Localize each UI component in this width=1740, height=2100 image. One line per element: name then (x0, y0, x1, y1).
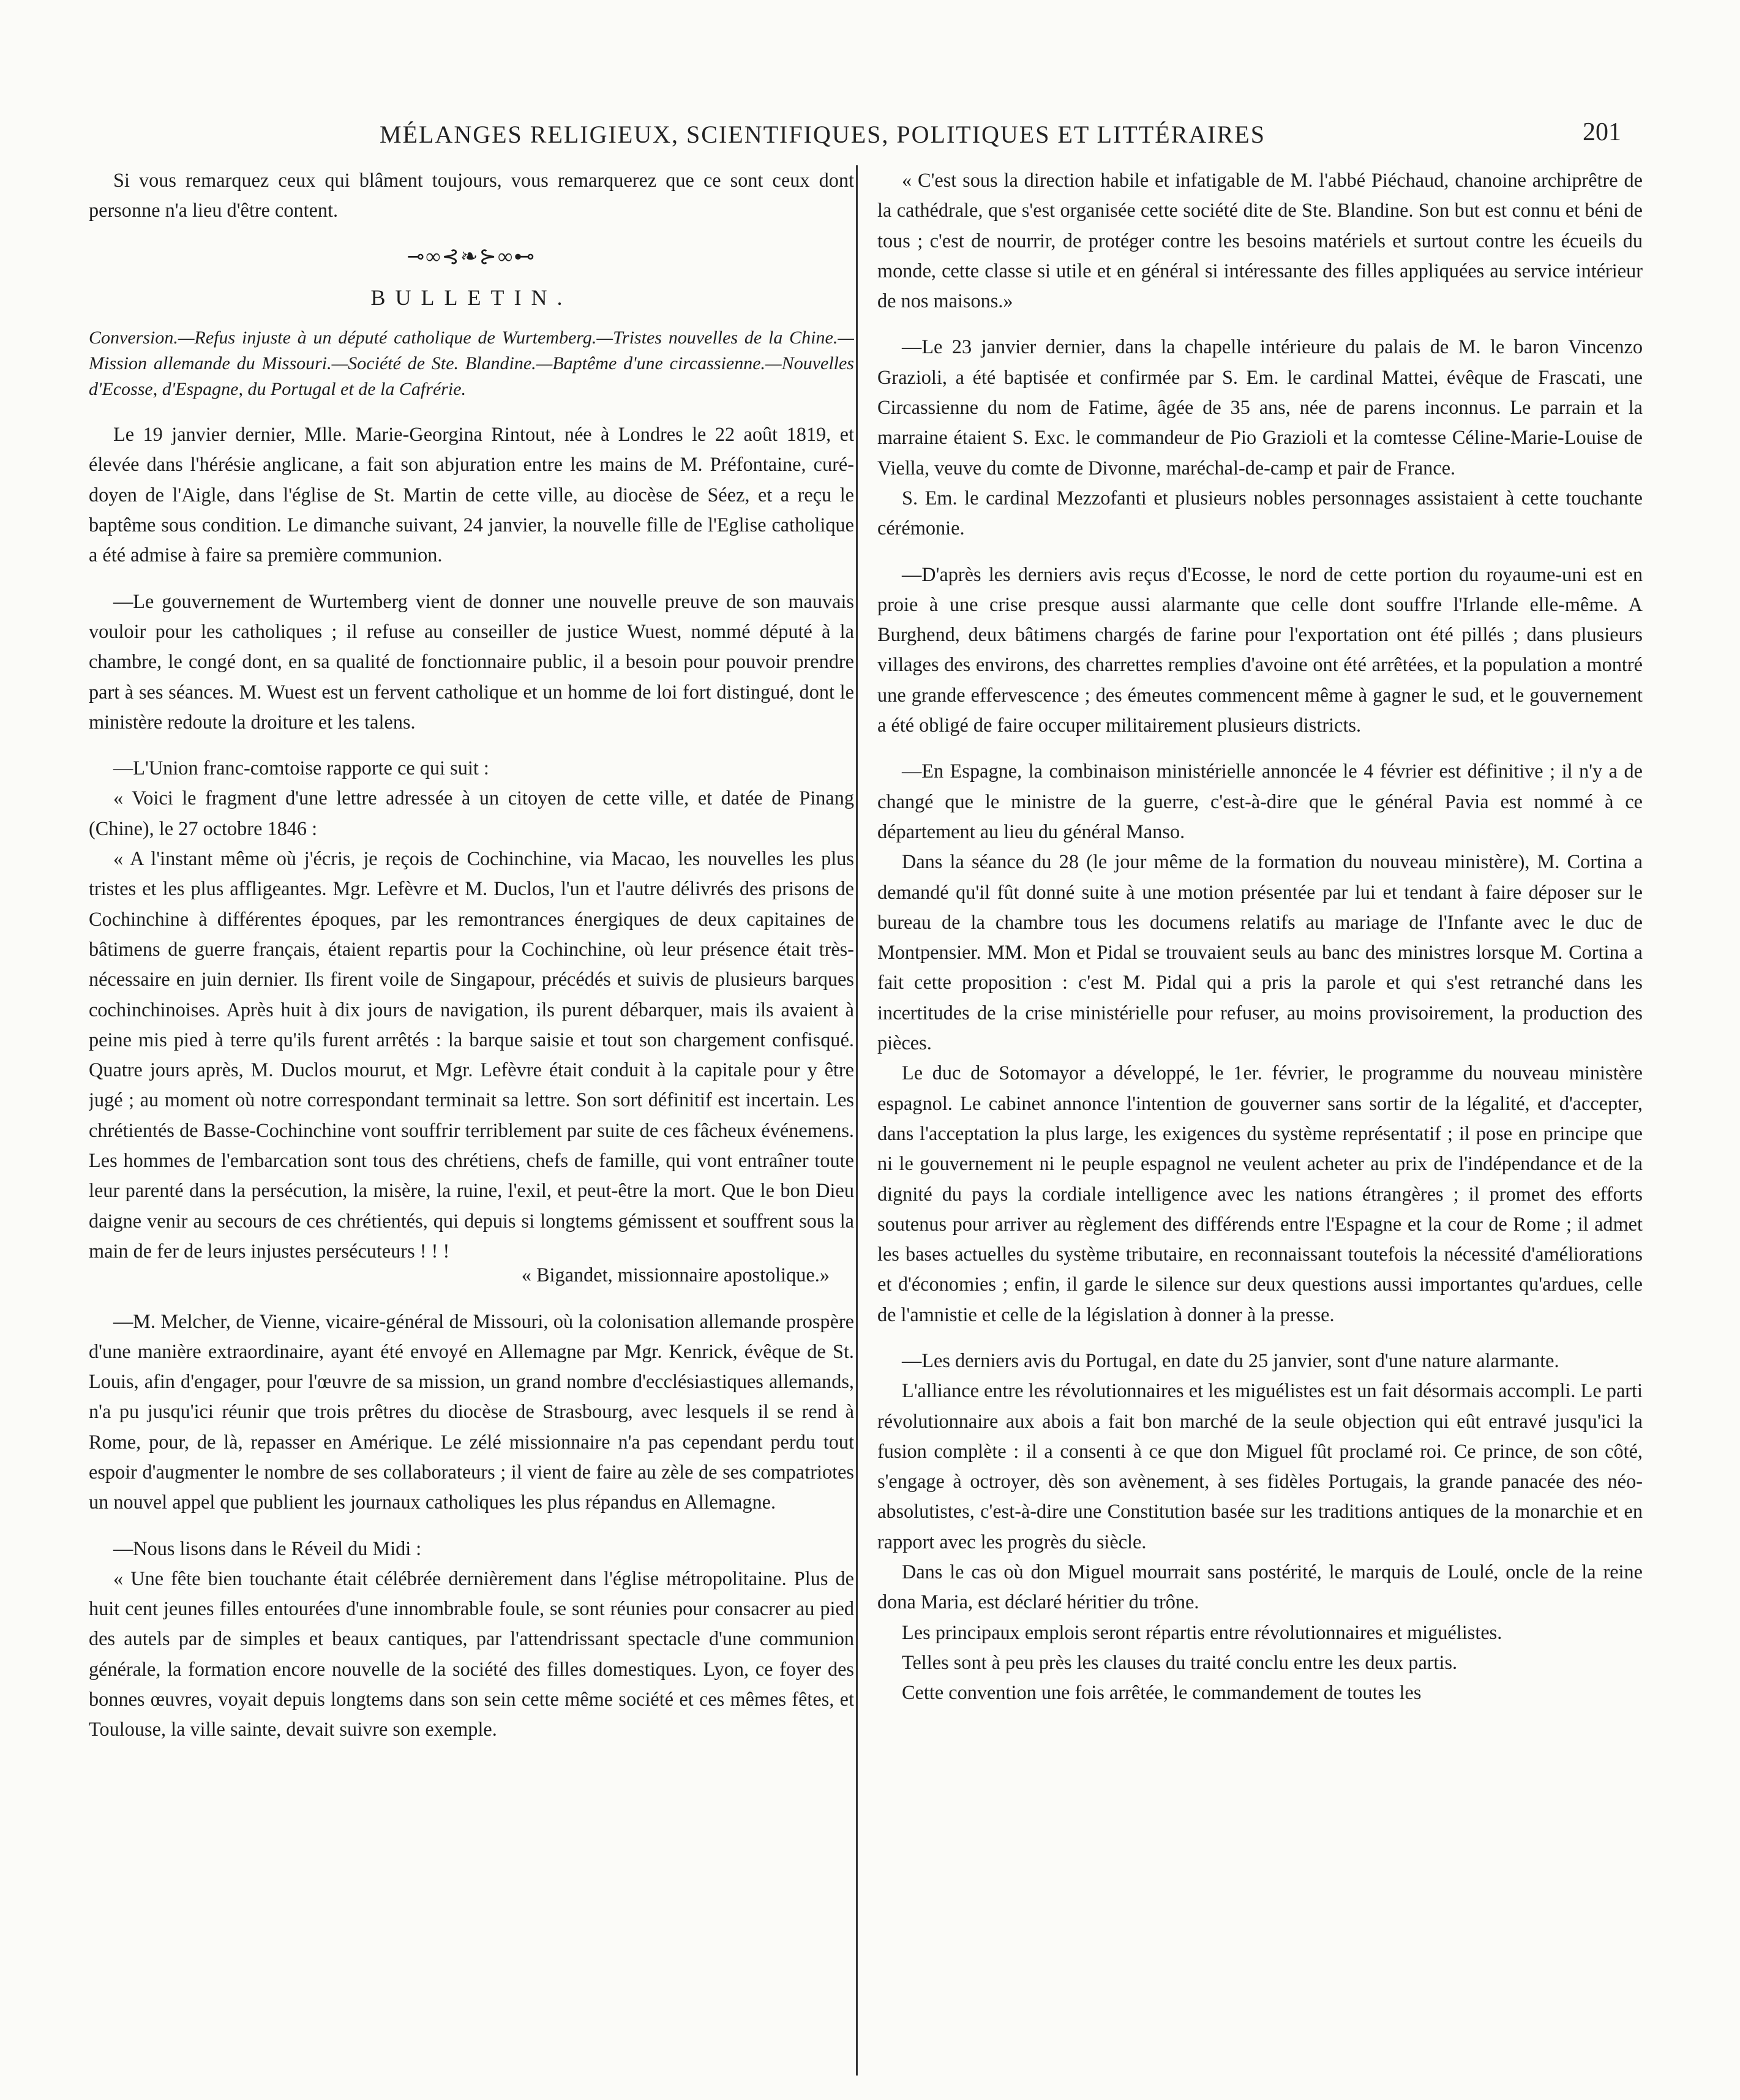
article-reveil-intro: —Nous lisons dans le Réveil du Midi : (113, 1537, 422, 1559)
running-title: MÉLANGES RELIGIEUX, SCIENTIFIQUES, POLITIQUES ET LITTÉRAIRES (380, 121, 1266, 148)
bulletin-heading: BULLETIN. (370, 285, 572, 310)
article-alliance: L'alliance entre les révolutionnaires et les miguélistes est un fait désormais accompli. Le parti révolutionnaire aux abois a fait bon marché de la seule objection qui eût entravé jusqu'ici la fusion complète : il a consenti à ce que don Miguel fût proclamé roi. Ce prince, de son côté, s'engage à octroyer, dès son avènement, à ses fidèles Portugais, la grande panacée des néo-absolutistes, c'est-à-dire une Constitution basée sur les traditions antiques de la monarchie et en rapport avec les progrès du siècle. (877, 1379, 1643, 1553)
article-mezzofanti: S. Em. le cardinal Mezzofanti et plusieurs nobles personnages assistaient à cette touchante cérémonie. (877, 486, 1643, 539)
right-column (877, 165, 1643, 2088)
article-circassienne: —Le 23 janvier dernier, dans la chapelle intérieure du palais de M. le baron Vincenzo Grazioli, a été baptisée et confirmée par S. Em. le cardinal Mattei, évêque de Frascati, une Circassienne du nom de Fatime, âgée de 35 ans, née de parens inconnus. Le parrain et la marraine étaient S. Exc. le commandeur de Pio Grazioli et la comtesse Céline-Marie-Louise de Viella, veuve du comte de Divonne, maréchal-de-camp et pair de France. (877, 336, 1643, 479)
intro-maxim: Si vous remarquez ceux qui blâment toujours, vous remarquerez que ce sont ceux dont personne n'a lieu d'être content. (89, 169, 854, 222)
article-sotomayor: Le duc de Sotomayor a développé, le 1er. février, le programme du nouveau ministère espagnol. Le cabinet annonce l'intention de gouverner sans sortir de la légalité, et d'accepter, dans l'acceptation la plus large, les exigences du système représentatif ; il pose en principe que ni le gouvernement ni le peuple espagnol ne veulent acheter au prix de l'indépendance et de la dignité du pays la cordiale intelligence avec les nations étrangères ; il promet des efforts soutenus pour arriver au règlement des différends entre l'Espagne et la cour de Rome ; il admet les bases actuelles du système tributaire, en reconnaissant toutefois la nécessité d'améliorations et d'économies ; enfin, il garde le silence sur deux questions aussi importantes qu'ardues, celle de l'amnistie et celle de la législation à donner à la presse. (877, 1062, 1643, 1326)
letter-signature: « Bigandet, missionnaire apostolique.» (521, 1264, 830, 1286)
left-column (89, 165, 854, 2088)
article-reveil-body: « Une fête bien touchante était célébrée dernièrement dans l'église métropolitaine. Plus de huit cent jeunes filles entourées d'une innombrable foule, se sont réunies pour consacrer au pied des autels par de simples et beaux cantiques, par l'attendrissant spectacle d'une communion générale, la formation encore nouvelle de la société des filles domestiques. Lyon, ce foyer des bonnes œuvres, voyait depuis longtems dans son sein cette même société et ces mêmes fêtes, et Toulouse, la ville sainte, devait suivre son exemple. (89, 1567, 854, 1741)
article-portugal: —Les derniers avis du Portugal, en date du 25 janvier, sont d'une nature alarmante. (902, 1349, 1559, 1371)
page-number: 201 (1583, 118, 1621, 146)
article-wurtemberg: —Le gouvernement de Wurtemberg vient de donner une nouvelle preuve de son mauvais vouloir pour les catholiques ; il refuse au conseiller de justice Wuest, nommé député à la chambre, le congé dont, en sa qualité de fonctionnaire public, il a besoin pour pouvoir prendre part à ses séances. M. Wuest est un fervent catholique et un homme de loi fort distingué, dont le ministère redoute la droiture et les talens. (89, 590, 854, 733)
article-traite: Telles sont à peu près les clauses du traité conclu entre les deux partis. (902, 1651, 1458, 1673)
bulletin-summary: Conversion.—Refus injuste à un député catholique de Wurtemberg.—Tristes nouvelles de la Chine.—Mission allemande du Missouri.—Société de Ste. Blandine.—Baptême d'une circassienne.—Nouvelles d'Ecosse, d'Espagne, du Portugal et de la Cafrérie. (89, 328, 854, 400)
article-conversion: Le 19 janvier dernier, Mlle. Marie-Georgina Rintout, née à Londres le 22 août 1819, et élevée dans l'hérésie anglicane, a fait son abjuration entre les mains de M. Préfontaine, curé-doyen de l'Aigle, dans l'église de St. Martin de cette ville, au diocèse de Séez, et a reçu le baptême sous condition. Le dimanche suivant, 24 janvier, la nouvelle fille de l'Eglise catholique a été admise à faire sa première communion. (89, 423, 854, 566)
article-blandine: « C'est sous la direction habile et infatigable de M. l'abbé Piéchaud, chanoine archiprêtre de la cathédrale, que s'est organisée cette société dite de Ste. Blandine. Son but est connu et béni de tous ; c'est de nourrir, de protéger contre les besoins matériels et surtout contre les écueils du monde, cette classe si utile et en général si intéressante des filles appliquées au service intérieur de nos maisons.» (877, 169, 1643, 312)
article-loule: Dans le cas où don Miguel mourrait sans postérité, le marquis de Loulé, oncle de la reine dona Maria, est déclaré héritier du trône. (877, 1561, 1643, 1613)
letter-intro: « Voici le fragment d'une lettre adressée à un citoyen de cette ville, et datée de Pinang (Chine), le 27 octobre 1846 : (89, 787, 854, 839)
article-convention: Cette convention une fois arrêtée, le commandement de toutes les (902, 1681, 1422, 1704)
article-cortina: Dans la séance du 28 (le jour même de la formation du nouveau ministère), M. Cortina a demandé qu'il fût donné suite à une motion présentée par lui et tendant à faire déposer sur le bureau de la chambre tous les documens relatifs au mariage de l'Infante avec le duc de Montpensier. MM. Mon et Pidal se trouvaient seuls au banc des ministres lorsque M. Cortina a fait cette proposition : c'est M. Pidal qui a pris la parole et qui s'est retranché dans les incertitudes de la crise ministérielle pour refuser, au moins provisoirement, la production des pièces. (877, 850, 1643, 1054)
article-espagne: —En Espagne, la combinaison ministérielle annoncée le 4 février est définitive ; il n'y a de changé que le ministre de la guerre, c'est-à-dire que le général Pavia est nommé à ce département au lieu du général Manso. (877, 760, 1643, 842)
article-emplois: Les principaux emplois seront répartis entre révolutionnaires et miguélistes. (902, 1621, 1502, 1643)
article-union-intro: —L'Union franc-comtoise rapporte ce qui suit : (113, 757, 489, 779)
page-header (0, 0, 1740, 153)
letter-body: « A l'instant même où j'écris, je reçois de Cochinchine, via Macao, les nouvelles les plus tristes et les plus affligeantes. Mgr. Lefèvre et M. Duclos, l'un et l'autre délivrés des prisons de Cochinchine à différentes époques, par les remontrances énergiques de deux capitaines de bâtimens de guerre français, étaient repartis pour la Cochinchine, où leur présence était très-nécessaire en juin dernier. Ils firent voile de Singapour, précédés et suivis de plusieurs barques cochinchinoises. Après huit à dix jours de navigation, ils purent débarquer, mais ils avaient à peine mis pied à terre qu'ils furent arrêtés : la barque saisie et tout son chargement confisqué. Quatre jours après, M. Duclos mourut, et Mgr. Lefèvre était conduit à la capitale pour y être jugé ; au moment où notre correspondant terminait sa lettre. Son sort définitif est incertain. Les chrétientés de Basse-Cochinchine vont souffrir terriblement par suite de ces fâcheux événemens. Les hommes de l'embarcation sont tous des chrétiens, chefs de famille, qui vont entraîner toute leur parenté dans la persécution, la misère, la ruine, l'exil, et peut-être la mort. Que le bon Dieu daigne venir au secours de ces chrétientés, qui depuis si longtems gémissent et souffrent sous la main de fer de leurs injustes persécuteurs ! ! ! (89, 847, 854, 1262)
article-ecosse: —D'après les derniers avis reçus d'Ecosse, le nord de cette portion du royaume-uni est en proie à une crise presque aussi alarmante que celle dont souffre l'Irlande elle-même. A Burghend, deux bâtimens chargés de farine pour l'exportation ont été pillés ; dans plusieurs villages des environs, des charrettes remplies d'avoine ont été arrêtées, et la population a montré une grande effervescence ; des émeutes commencent même à gagner le sud, et le gouvernement a été obligé de faire occuper militairement plusieurs districts. (877, 563, 1643, 737)
article-missouri: —M. Melcher, de Vienne, vicaire-général de Missouri, où la colonisation allemande prospère d'une manière extraordinaire, ayant été envoyé en Allemagne par Mgr. Kenrick, évêque de St. Louis, afin d'engager, pour l'œuvre de sa mission, un grand nombre d'ecclésiastiques allemands, n'a pu jusqu'ici réunir que trois prêtres du diocèse de Strasbourg, avec lesquels il se rend à Rome, pour, de là, repasser en Amérique. Le zélé missionnaire n'a pas cependant perdu tout espoir d'augmenter le nombre de ses collaborateurs ; il vient de faire au zèle de ses compatriotes un nouvel appel que publient les journaux catholiques les plus répandus en Allemagne. (89, 1310, 854, 1513)
ornament-divider: ⊸∞⊰❧⊱∞⊷ (407, 245, 536, 268)
column-rule (856, 165, 858, 2076)
